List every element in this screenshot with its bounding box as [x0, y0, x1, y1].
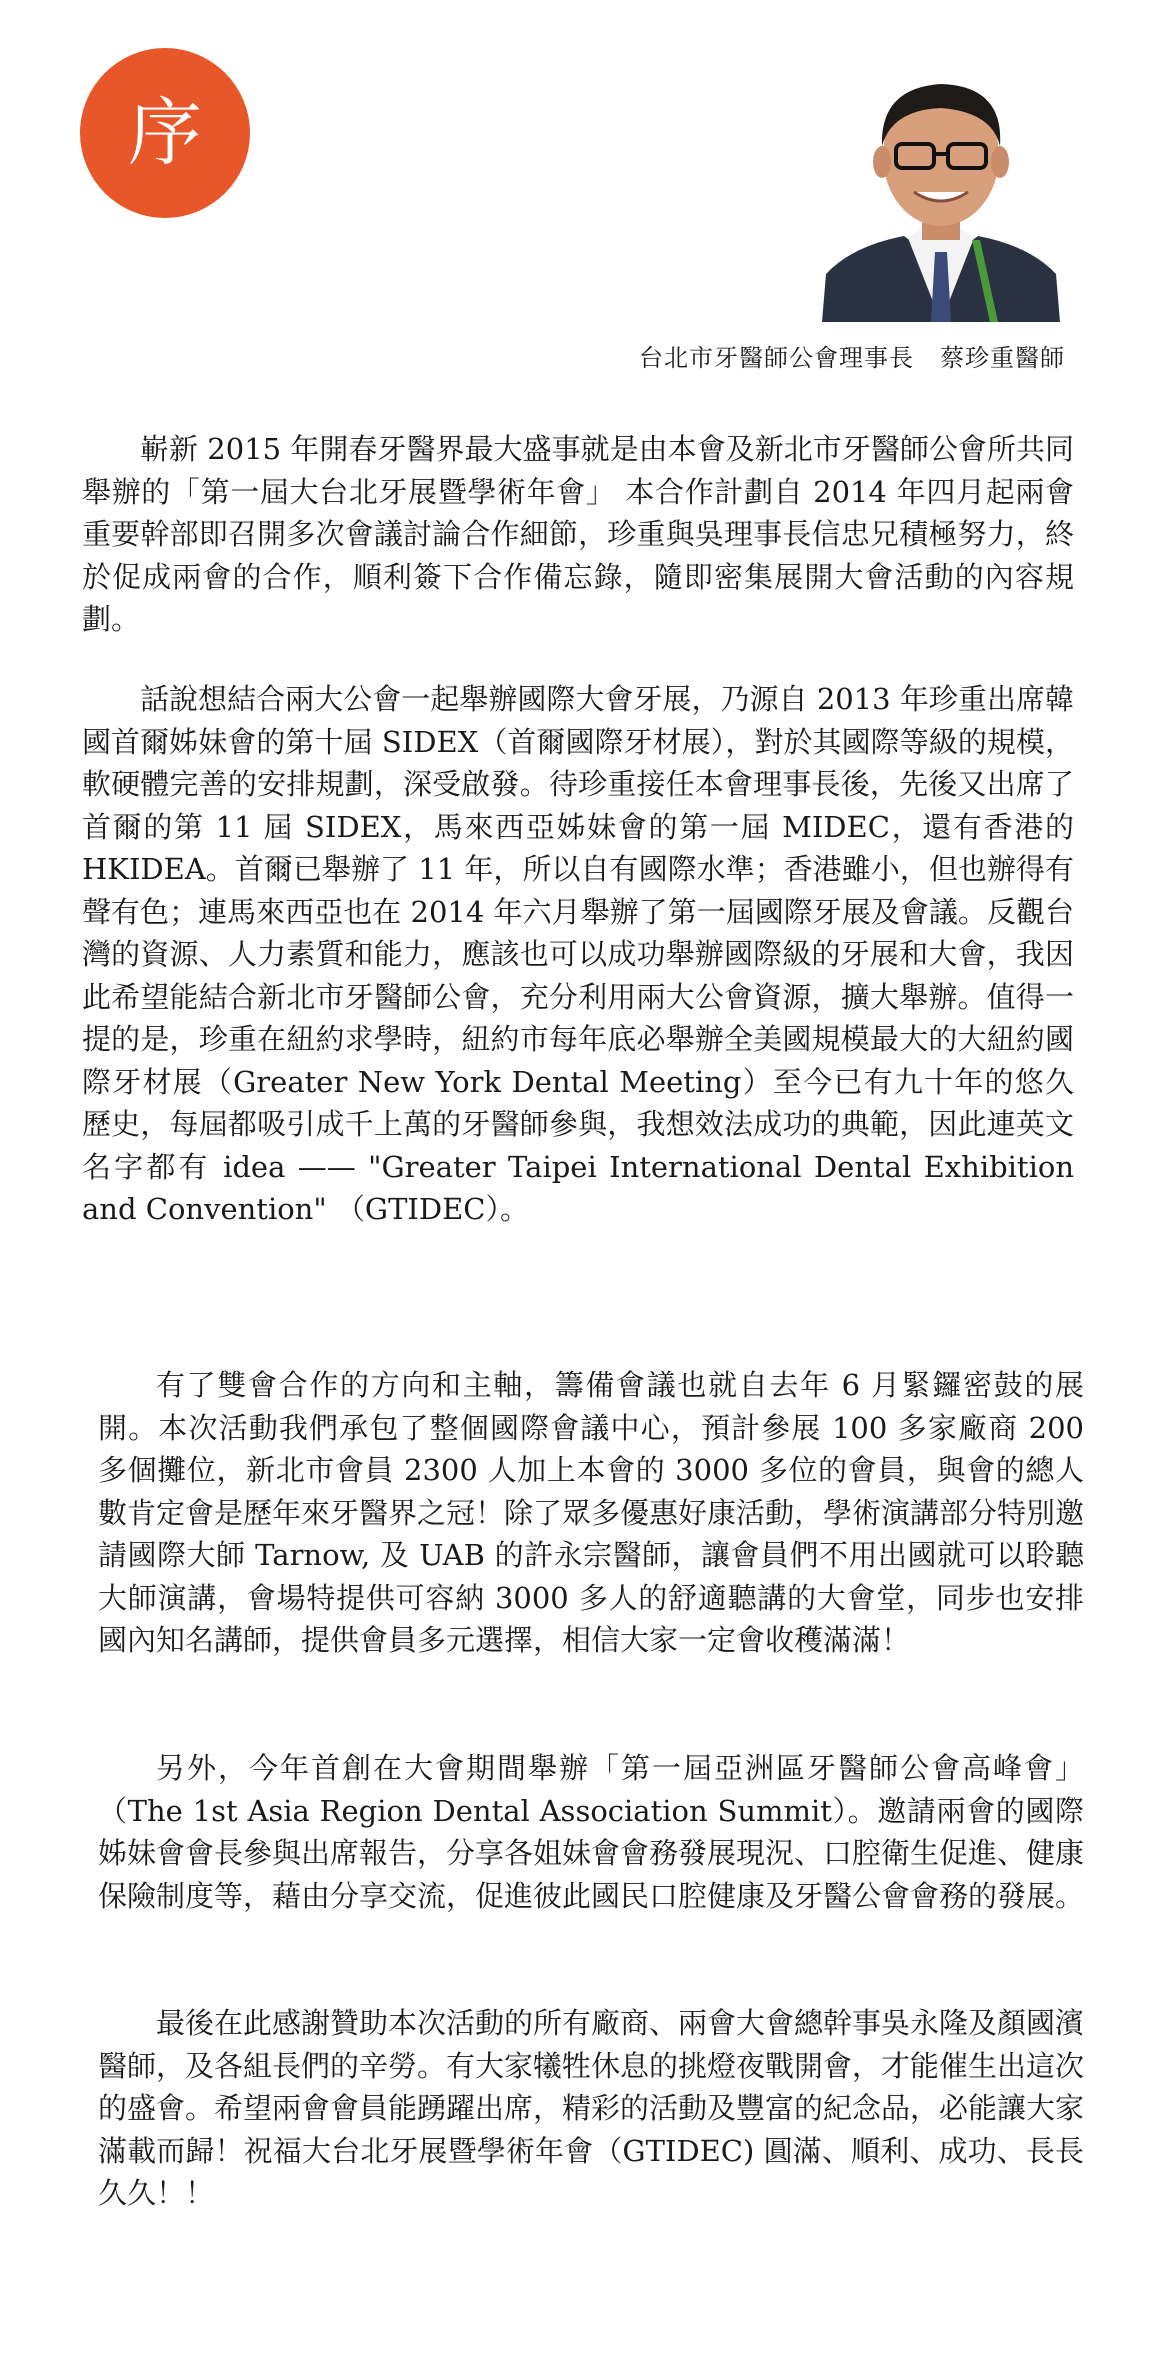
author-name: 蔡珍重醫師	[940, 344, 1065, 372]
body-paragraph: 另外，今年首創在大會期間舉辦「第一屆亞洲區牙醫師公會高峰會」（The 1st Asia Region Dental Association Summit）。邀請兩會的國際姊妹會會長參與出席報告，分享各姐妹會會務發展現況、口腔衛生促進、健康保險制度等，藉由分享交流，促進彼此國民口腔健康及牙醫公會會務的發展。	[98, 1751, 1085, 1913]
portrait-photo	[822, 60, 1060, 322]
author-title: 台北市牙醫師公會理事長	[639, 344, 914, 372]
author-caption	[639, 338, 1065, 373]
badge-character: 序	[128, 90, 202, 176]
section-badge	[80, 48, 250, 218]
body-paragraph: 嶄新 2015 年開春牙醫界最大盛事就是由本會及新北市牙醫師公會所共同舉辦的「第一屆大台北牙展暨學術年會」 本合作計劃自 2014 年四月起兩會重要幹部即召開多次會議討論合作細節，珍重與吳理事長信忠兄積極努力，終於促成兩會的合作，順利簽下合作備忘錄，隨即密集展開大會活動的內容規劃。	[82, 432, 1074, 636]
body-paragraph: 最後在此感謝贊助本次活動的所有廠商、兩會大會總幹事吳永隆及顏國濱醫師，及各組長們的辛勞。有大家犧牲休息的挑燈夜戰開會，才能催生出這次的盛會。希望兩會會員能踴躍出席，精彩的活動及豐富的紀念品，必能讓大家滿載而歸！祝福大台北牙展暨學術年會（GTIDEC) 圓滿、順利、成功、長長久久！！	[98, 2006, 1085, 2210]
body-paragraph: 有了雙會合作的方向和主軸，籌備會議也就自去年 6 月緊鑼密鼓的展開。本次活動我們承包了整個國際會議中心，預計參展 100 多家廠商 200 多個攤位，新北市會員 2300 人加上本會的 3000 多位的會員，與會的總人數肯定會是歷年來牙醫界之冠！除了眾多優惠好康活動，學術演講部分特別邀請國際大師 Tarnow, 及 UAB 的許永宗醫師，讓會員們不用出國就可以聆聽大師演講，會場特提供可容納 3000 多人的舒適聽講的大會堂，同步也安排國內知名講師，提供會員多元選擇，相信大家一定會收穫滿滿！	[98, 1368, 1085, 1657]
body-paragraph: 話說想結合兩大公會一起舉辦國際大會牙展，乃源自 2013 年珍重出席韓國首爾姊妹會的第十屆 SIDEX（首爾國際牙材展），對於其國際等級的規模，軟硬體完善的安排規劃，深受啟發。待珍重接任本會理事長後，先後又出席了首爾的第 11 屆 SIDEX，馬來西亞姊妹會的第一屆 MIDEC，還有香港的 HKIDEA。首爾已舉辦了 11 年，所以自有國際水準；香港雖小，但也辦得有聲有色；連馬來西亞也在 2014 年六月舉辦了第一屆國際牙展及會議。反觀台灣的資源、人力素質和能力，應該也可以成功舉辦國際級的牙展和大會，我因此希望能結合新北市牙醫師公會，充分利用兩大公會資源，擴大舉辦。值得一提的是，珍重在紐約求學時，紐約市每年底必舉辦全美國規模最大的大紐約國際牙材展（Greater New York Dental Meeting）至今已有九十年的悠久歷史，每屆都吸引成千上萬的牙醫師參與，我想效法成功的典範，因此連英文名字都有 idea —— "Greater Taipei International Dental Exhibition and Convention" （GTIDEC）。	[82, 682, 1074, 1226]
